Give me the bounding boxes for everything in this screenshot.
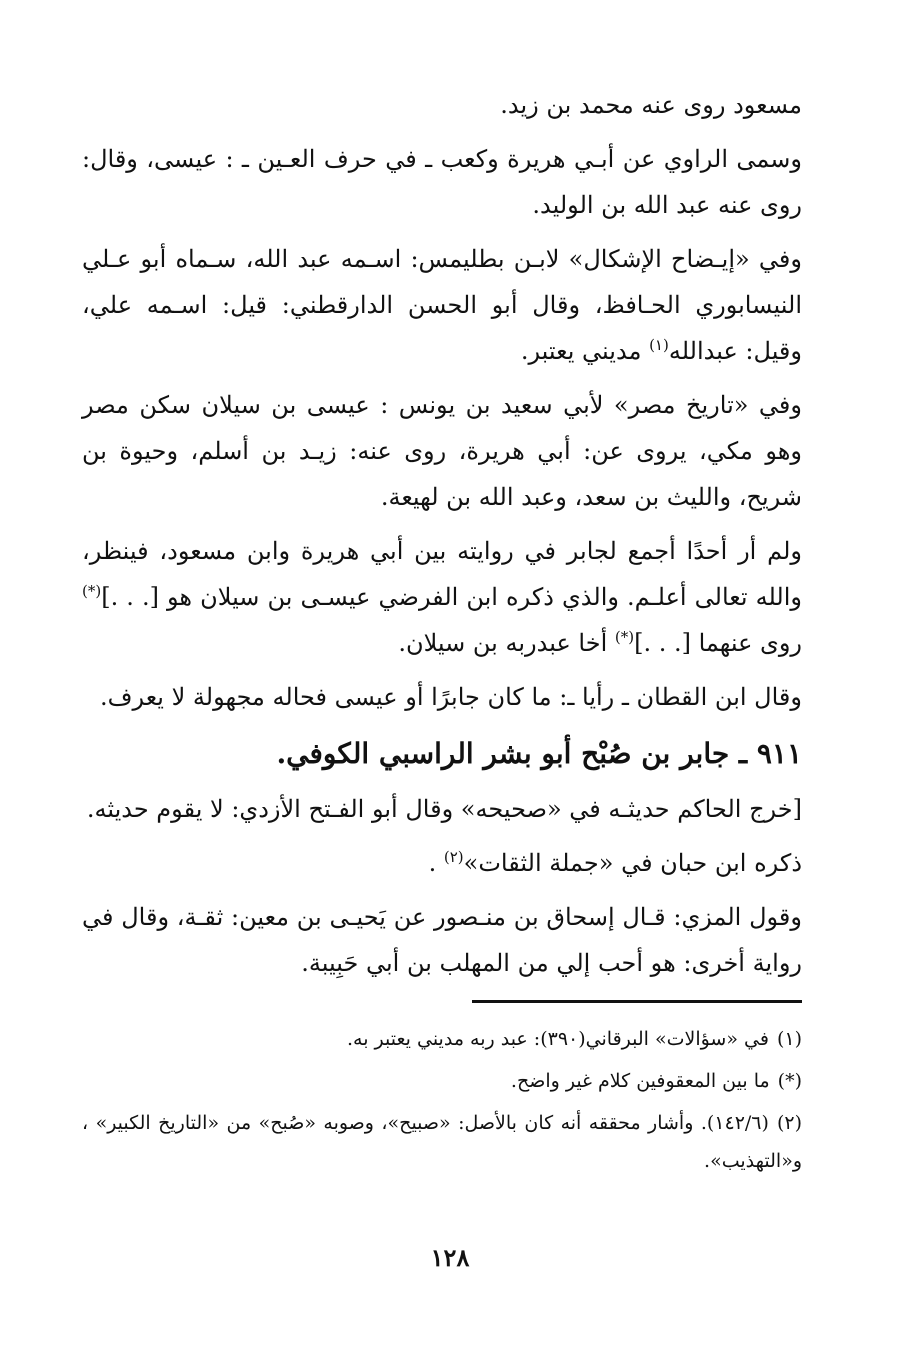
footnote-ref-star-2: (*)	[614, 628, 635, 646]
page-number: ١٢٨	[430, 1243, 470, 1272]
paragraph-3-tail: مديني يعتبر.	[520, 337, 650, 365]
footnote-1-marker: (١)	[776, 1028, 802, 1050]
paragraph-7: [خرج الحاكم حديثـه في «صحيحه» وقال أبو الفـتح الأزدي: لا يقوم حديثه.	[86, 795, 802, 823]
entry-heading: ٩١١ ـ جابر بن صُبْح أبو بشر الراسبي الكوفي.	[276, 737, 802, 770]
paragraph-8	[82, 840, 802, 886]
paragraph-6: وقال ابن القطان ـ رأيا ـ: ما كان جابرًا أو عيسى فحاله مجهولة لا يعرف.	[99, 683, 802, 711]
paragraph-5	[82, 528, 802, 666]
paragraph-9: وقول المزي: قـال إسحاق بن منـصور عن يَحيـى بن معين: ثقـة، وقال في رواية أخرى: هو أحب إلي من المهلب بن أبي حَبِيبة.	[82, 903, 802, 977]
footnote-ref-2: (٢)	[443, 848, 464, 866]
paragraph-5-part-c: أخا عبدربه بن سيلان.	[398, 629, 615, 657]
footnote-ref-star-1: (*)	[82, 582, 102, 600]
footnotes	[82, 1020, 802, 1184]
paragraph-4: وفي «تاريخ مصر» لأبي سعيد بن يونس : عيسى بن سيلان سكن مصر وهو مكي، يروى عن: أبي هريرة، روى عنه: زيـد بن أسلم، وحيوة بن شريح، والليث بن سعد، وعبد الله بن لهيعة.	[82, 391, 802, 511]
footnote-star-text: ما بين المعقوفين كلام غير واضح.	[510, 1070, 770, 1092]
paragraph-5-part-b: روى عنهما [. . .]	[634, 629, 802, 657]
paragraph-3-text: وفي «إيـضاح الإشكال» لابـن بطليمس: اسـمه عبد الله، سـماه أبو عـلي النيسابوري الحـافظ، وقال أبو الحسن الدارقطني: قيل: اسـمه علي، وقيل: عبدالله	[82, 245, 802, 365]
footnote-star	[82, 1062, 802, 1100]
footnote-1	[82, 1020, 802, 1058]
paragraph-8-tail: .	[428, 849, 444, 877]
paragraph-8-text: ذكره ابن حبان في «جملة الثقات»	[463, 849, 802, 877]
paragraph-2: وسمى الراوي عن أبـي هريرة وكعب ـ في حرف العـين ـ : عيسى، وقال: روى عنه عبد الله بن الوليد.	[82, 145, 802, 219]
footnote-star-marker: (*)	[777, 1070, 802, 1092]
footnote-ref-1: (١)	[649, 336, 669, 354]
main-text	[82, 82, 802, 994]
paragraph-5-part-a: ولم أر أحدًا أجمع لجابر في روايته بين أبي هريرة وابن مسعود، فينظر، والله تعالى أعلـم. والذي ذكره ابن الفرضي عيسـى بن سيلان هو [. . .]	[82, 537, 802, 611]
footnote-2-marker: (٢)	[776, 1112, 802, 1134]
footnote-2	[82, 1104, 802, 1180]
paragraph-1: مسعود روى عنه محمد بن زيد.	[500, 91, 802, 119]
footnote-divider	[472, 1000, 802, 1003]
footnote-2-text: (١٤٢/٦). وأشار محققه أنه كان بالأصل: «صبيح»، وصوبه «صُبح» من «التاريخ الكبير» ، و«التهذيب».	[82, 1112, 802, 1172]
paragraph-3	[82, 236, 802, 374]
footnote-1-text: في «سؤالات» البرقاني(٣٩٠): عبد ربه مديني يعتبر به.	[346, 1028, 769, 1050]
